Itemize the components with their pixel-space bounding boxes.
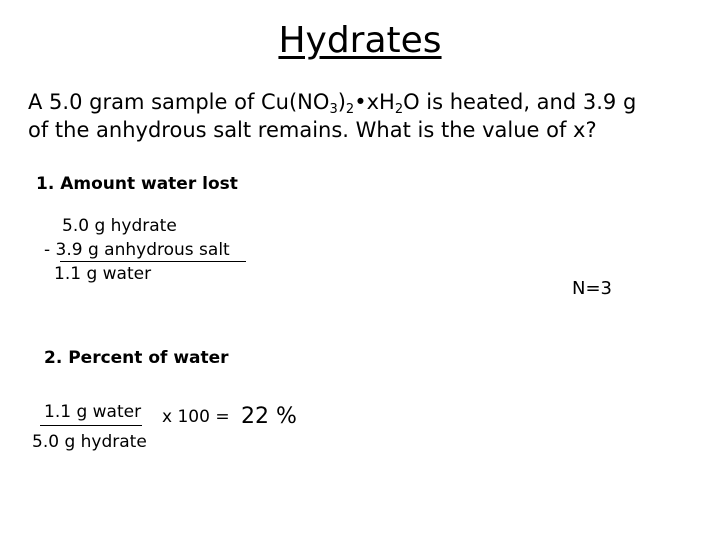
- subscript-2: 2: [345, 102, 355, 117]
- salt-mass: 3.9 g anhydrous salt: [55, 240, 230, 260]
- minus-sign: -: [44, 240, 56, 260]
- subscript-h2: 2: [394, 102, 404, 117]
- answer-label: N=3: [572, 278, 612, 299]
- question-paren: ): [337, 90, 346, 114]
- slide-title: Hydrates: [278, 20, 442, 61]
- question-text-end: O is heated, and 3.9 g: [403, 90, 637, 114]
- percent-result: 22 %: [241, 404, 297, 429]
- water-mass: 1.1 g water: [54, 264, 152, 284]
- step1-heading: 1. Amount water lost: [36, 174, 238, 194]
- question-line-2: of the anhydrous salt remains. What is the value of x?: [28, 118, 597, 142]
- salt-mass-line: [44, 240, 230, 260]
- fraction-denominator: 5.0 g hydrate: [32, 432, 147, 452]
- subscript-3: 3: [329, 102, 338, 117]
- step2-heading: 2. Percent of water: [44, 348, 229, 368]
- multiplier-text: x 100 =: [162, 407, 230, 427]
- question-line-1: [28, 90, 637, 117]
- fraction-numerator: 1.1 g water: [44, 402, 142, 422]
- subtraction-rule: [60, 261, 246, 262]
- question-text-start: A 5.0 gram sample of Cu(NO: [28, 90, 330, 114]
- fraction-bar: [40, 425, 142, 426]
- hydrate-mass: 5.0 g hydrate: [62, 216, 177, 236]
- question-water-formula: •xH: [354, 90, 395, 114]
